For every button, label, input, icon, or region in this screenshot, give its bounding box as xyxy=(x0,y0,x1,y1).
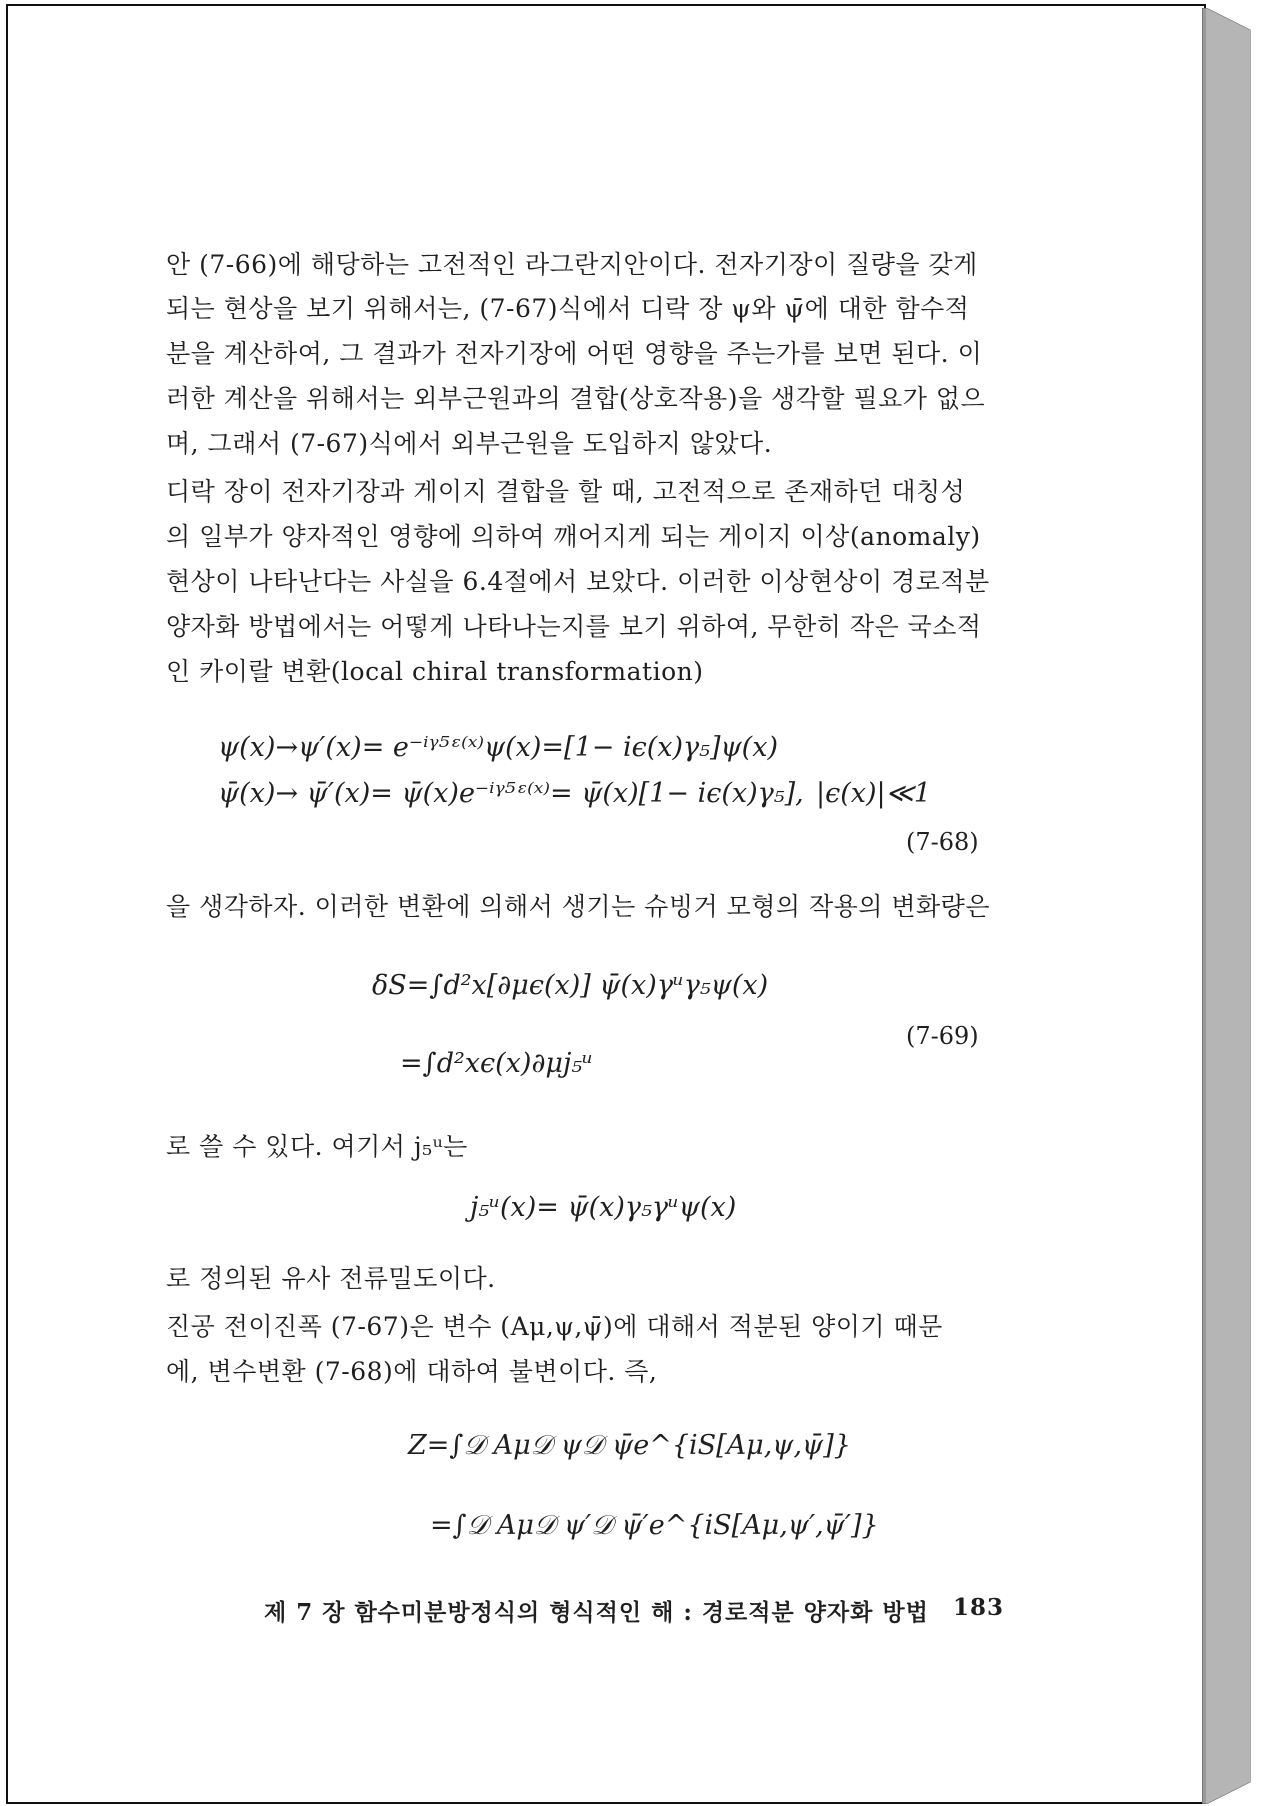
equation-7-68-condition: |ϵ(x)|≪1 xyxy=(816,778,932,809)
text-line-3: 분을 계산하여, 그 결과가 전자기장에 어떤 영향을 주는가를 보면 된다. 이 xyxy=(166,339,983,368)
equation-7-68-line-1: ψ(x)→ψ′(x)= e⁻ⁱᵞ⁵ᵋ⁽ˣ⁾ψ(x)=[1− iϵ(x)γ₅]ψ(x) xyxy=(218,732,778,763)
text-line-12: 로 쓸 수 있다. 여기서 j₅ᵘ는 xyxy=(166,1132,468,1161)
text-line-14: 진공 전이진폭 (7-67)은 변수 (Aμ,ψ,ψ̄)에 대해서 적분된 양이기 때문 xyxy=(166,1312,943,1341)
equation-number-7-68: (7-68) xyxy=(906,828,979,856)
text-line-6: 디락 장이 전자기장과 게이지 결합을 할 때, 고전적으로 존재하던 대칭성 xyxy=(166,477,966,506)
equation-7-69-line-1: δS=∫d²x[∂μϵ(x)] ψ̄(x)γᵘγ₅ψ(x) xyxy=(372,970,769,1001)
text-line-5: 며, 그래서 (7-67)식에서 외부근원을 도입하지 않았다. xyxy=(166,429,773,458)
chapter-title: 제 7 장 함수미분방정식의 형식적인 해 : 경로적분 양자화 방법 xyxy=(264,1599,929,1626)
equation-7-68-line-2: ψ̄(x)→ ψ̄′(x)= ψ̄(x)e⁻ⁱᵞ⁵ᵋ⁽ˣ⁾= ψ̄(x)[1− iϵ(x)γ₅], xyxy=(218,778,804,809)
page-edge-shadow xyxy=(1202,8,1254,1804)
text-line-4: 러한 계산을 위해서는 외부근원과의 결합(상호작용)을 생각할 필요가 없으 xyxy=(166,384,986,413)
text-line-1: 안 (7-66)에 해당하는 고전적인 라그란지안이다. 전자기장이 질량을 갖게 xyxy=(166,250,978,279)
text-line-13: 로 정의된 유사 전류밀도이다. xyxy=(166,1264,496,1293)
text-line-15: 에, 변수변환 (7-68)에 대하여 불변이다. 즉, xyxy=(166,1357,658,1386)
text-line-11: 을 생각하자. 이러한 변환에 의해서 생기는 슈빙거 모형의 작용의 변화량은 xyxy=(166,892,990,921)
equation-current-density: j₅ᵘ(x)= ψ̄(x)γ₅γᵘψ(x) xyxy=(470,1192,737,1223)
equation-z-line-2: =∫𝒟 Aμ𝒟 ψ′𝒟 ψ̄′e^{iS[Aμ,ψ′,ψ̄′]} xyxy=(430,1510,879,1541)
text-line-7: 의 일부가 양자적인 영향에 의하여 깨어지게 되는 게이지 이상(anomaly) xyxy=(166,522,981,551)
equation-z-line-1: Z=∫𝒟 Aμ𝒟 ψ𝒟 ψ̄e^{iS[Aμ,ψ,ψ̄]} xyxy=(408,1430,851,1461)
text-line-10: 인 카이랄 변환(local chiral transformation) xyxy=(166,657,704,686)
equation-7-69-line-2: =∫d²xϵ(x)∂μj₅ᵘ xyxy=(400,1048,593,1079)
equation-number-7-69: (7-69) xyxy=(906,1022,979,1050)
page-number: 183 xyxy=(952,1594,1004,1621)
text-line-9: 양자화 방법에서는 어떻게 나타나는지를 보기 위하여, 무한히 작은 국소적 xyxy=(166,612,982,641)
text-line-8: 현상이 나타난다는 사실을 6.4절에서 보았다. 이러한 이상현상이 경로적분 xyxy=(166,567,990,596)
page-footer xyxy=(264,1594,1004,1627)
text-line-2: 되는 현상을 보기 위해서는, (7-67)식에서 디락 장 ψ와 ψ̄에 대한 함수적 xyxy=(166,294,970,323)
